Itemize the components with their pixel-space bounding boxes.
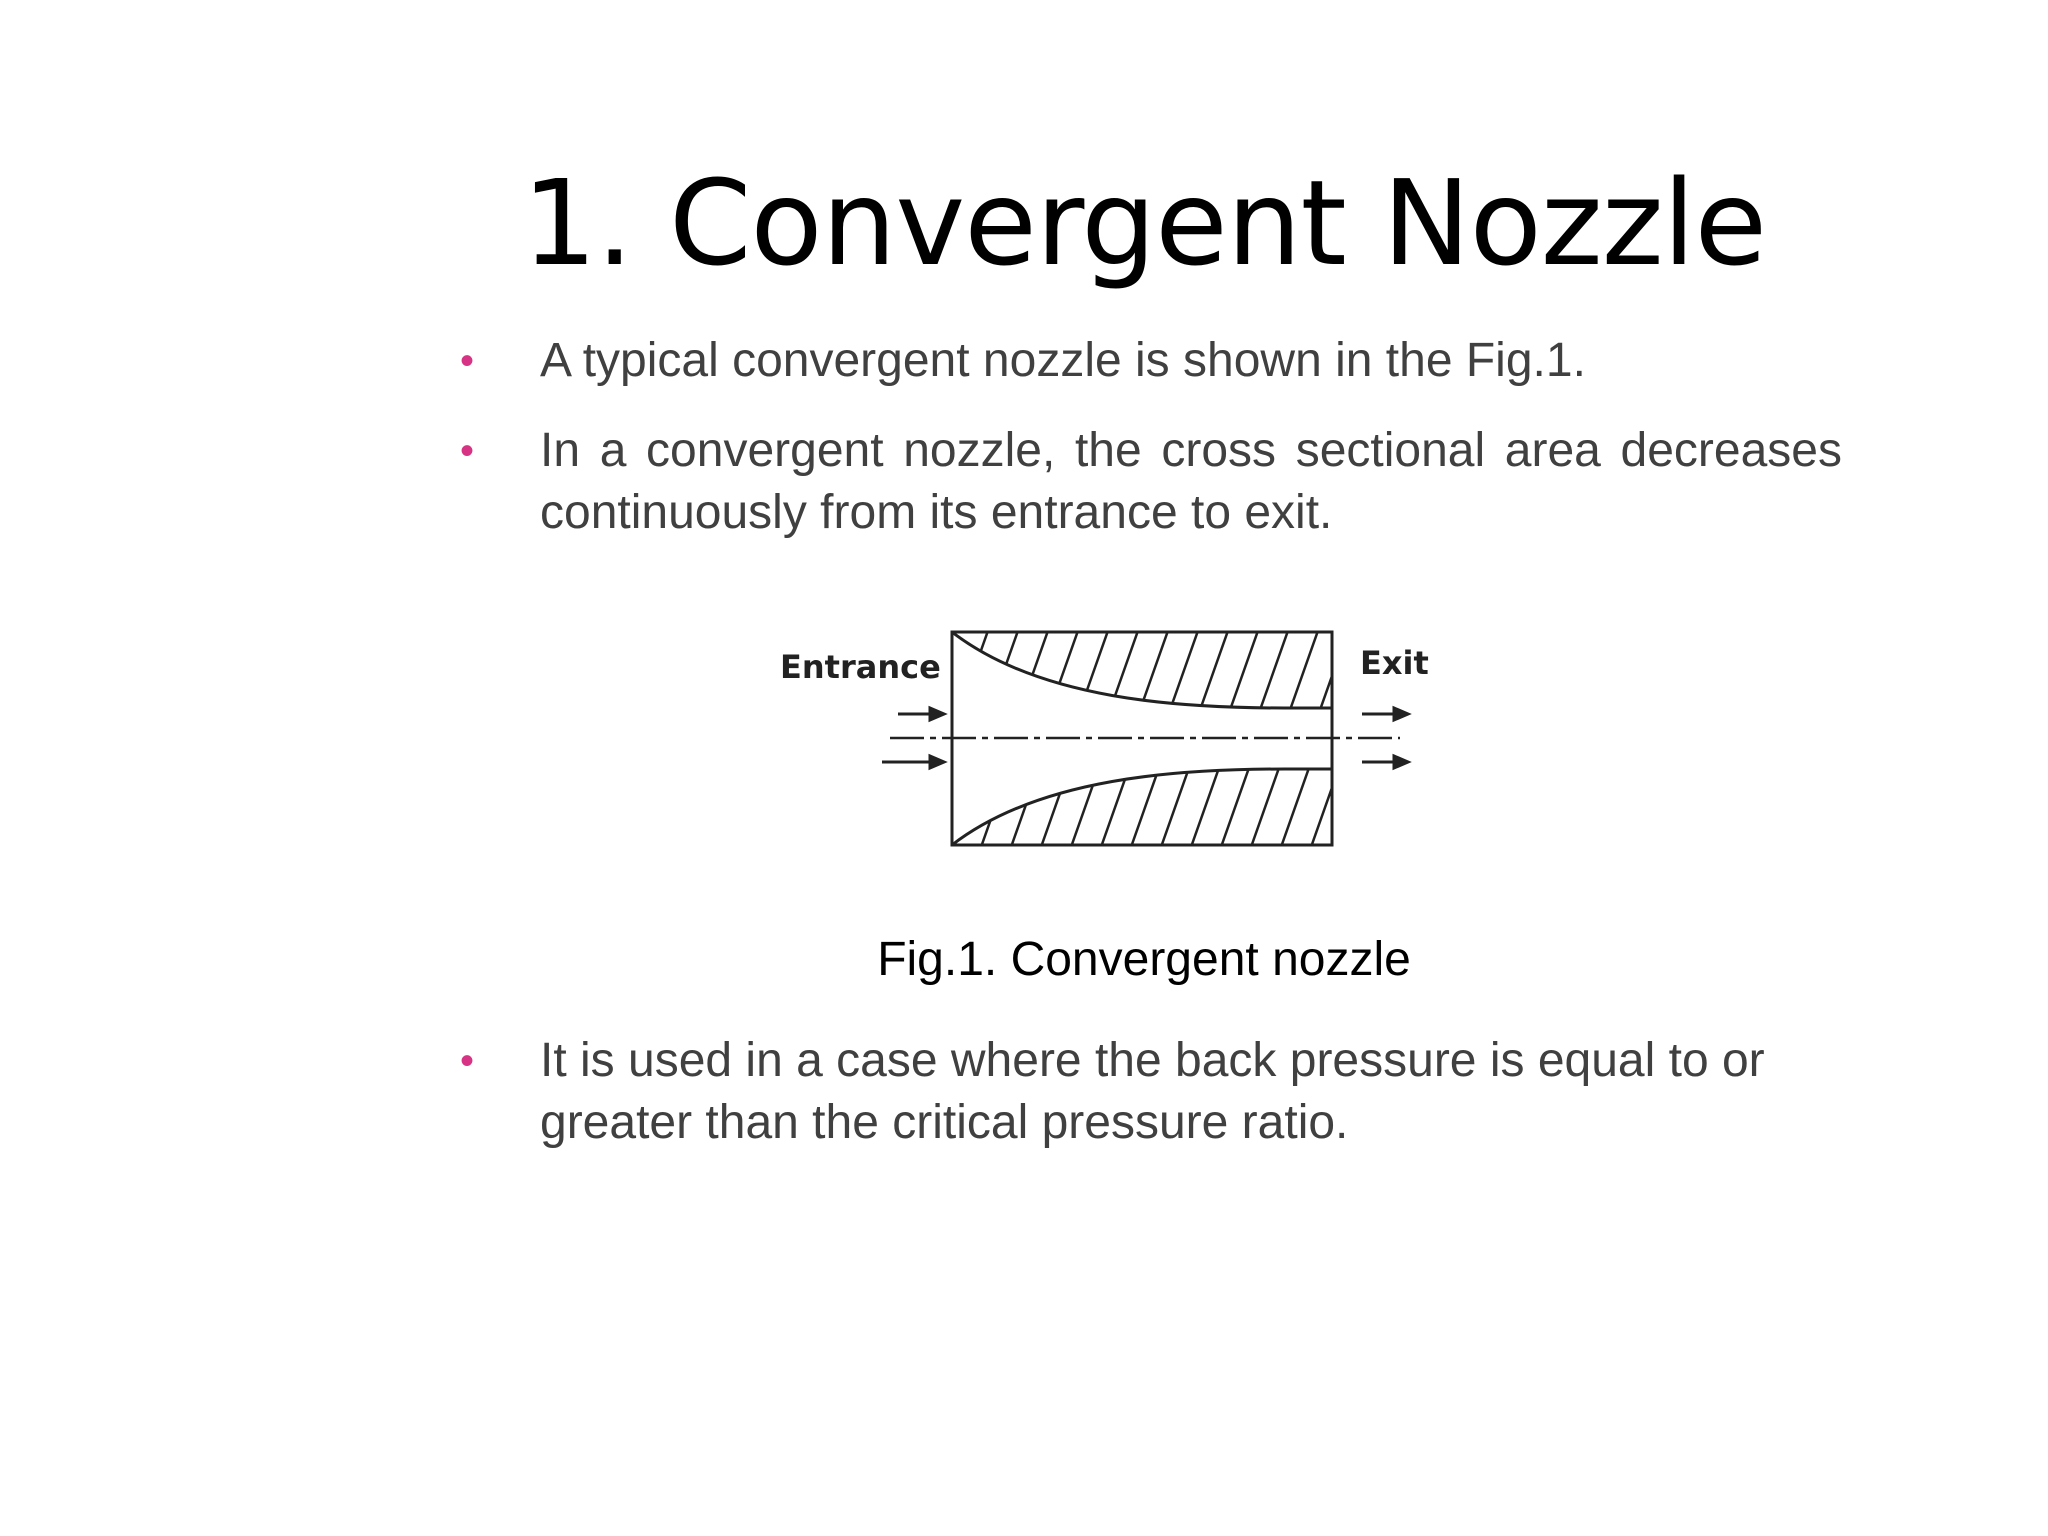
nozzle-figure (780, 610, 1460, 860)
slide-title: 1. Convergent Nozzle (521, 154, 1767, 292)
top-wall-hatch (960, 625, 1350, 710)
bullet-text: In a convergent nozzle, the cross sectional area decreases continuously from its entrance to exit. (540, 424, 1842, 539)
bullet-marker: • (460, 339, 475, 383)
exit-label: Exit (1360, 644, 1429, 682)
bullet-text: It is used in a case where the back pressure is equal to or greater than the critical pressure ratio. (540, 1034, 1765, 1149)
entrance-label: Entrance (780, 648, 941, 686)
bullet-marker: • (460, 1039, 475, 1083)
nozzle-diagram (780, 610, 1460, 860)
figure-caption: Fig.1. Convergent nozzle (877, 933, 1411, 986)
bullet-text: A typical convergent nozzle is shown in the Fig.1. (540, 334, 1586, 387)
bullet-marker: • (460, 429, 475, 473)
